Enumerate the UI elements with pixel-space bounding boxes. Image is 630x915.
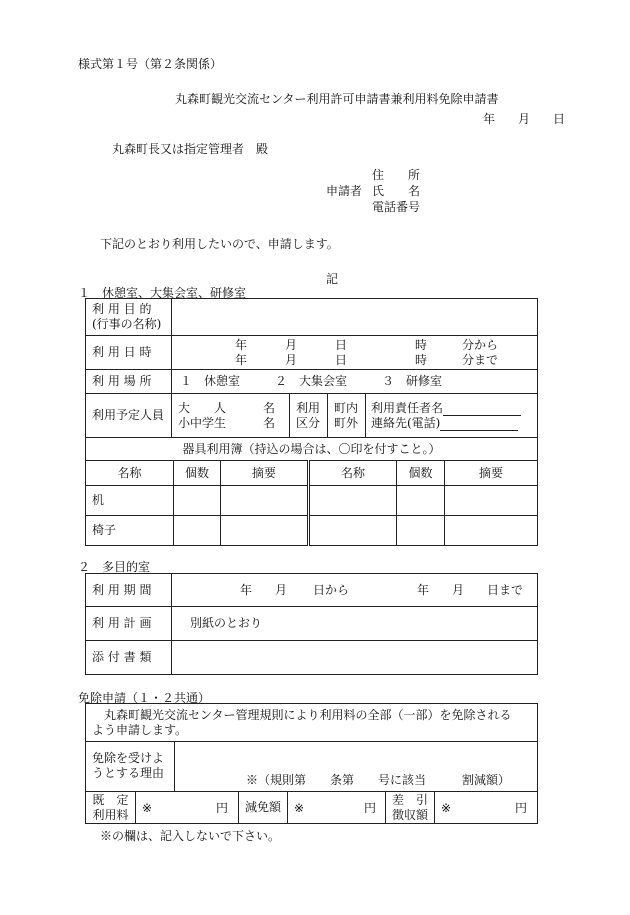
category-label-1: 利用: [296, 401, 321, 415]
people-adult-unit: 名: [263, 401, 276, 415]
section2-heading: ２ 多目的室: [78, 560, 151, 574]
place-label: 利 用 場 所: [86, 370, 172, 394]
fee-yen: 円: [216, 801, 229, 815]
intro-text: 下記のとおり利用したいので、申請します。: [100, 237, 339, 251]
footnote: ※の欄は、記入しないで下さい。: [100, 829, 281, 843]
exemption-heading: 免除申請（１・２共通）: [78, 691, 211, 705]
attach-input[interactable]: [172, 641, 538, 675]
period-to-year: 年: [417, 583, 430, 597]
period-label: 利 用 期 間: [86, 574, 172, 607]
section1-table: [85, 298, 538, 438]
reason-input[interactable]: [175, 742, 537, 772]
people-child-unit: 名: [263, 416, 276, 430]
exemption-table: [85, 703, 538, 824]
dt2-hour: 時: [415, 353, 428, 367]
date-month: 月: [518, 112, 531, 126]
people-adult-label: 大 人: [178, 401, 227, 415]
collect-label: 差 引 徴収額: [386, 792, 435, 824]
equipment-table: [85, 437, 538, 546]
equip-item-chair: 椅子: [86, 516, 174, 546]
rule-note: ※（規則第 条第 号に該当 割減額）: [246, 773, 511, 787]
equip-header-note-2: 摘要: [445, 461, 538, 486]
exemption-text: 丸森町観光交流センター管理規則により利用料の全部（一部）を免除される よう申請します。: [86, 704, 538, 742]
applicant-phone-label: 電話番号: [372, 200, 421, 214]
category-in[interactable]: 町内: [334, 401, 359, 415]
collect-mark: ※: [441, 801, 452, 815]
section1-heading: １ 休憩室、大集会室、研修室: [78, 286, 247, 300]
equip-item-desk: 机: [86, 486, 174, 516]
responsible-name[interactable]: 利用責任者名: [371, 401, 521, 416]
period-from-month: 月: [275, 583, 288, 597]
dt2-min: 分まで: [462, 353, 499, 367]
ki-mark: 記: [326, 272, 339, 286]
category-out[interactable]: 町外: [334, 416, 359, 430]
period-to-month: 月: [452, 583, 465, 597]
exemption-reason-row: [86, 742, 538, 792]
table-row: [86, 516, 538, 546]
reason-label-2: うとする理由: [92, 766, 165, 780]
purpose-label: 利 用 目 的 (行事の名称): [86, 299, 172, 336]
dt2-year: 年: [235, 353, 248, 367]
equip-note-input[interactable]: [445, 516, 538, 546]
place-options[interactable]: [172, 370, 538, 394]
addressee: 丸森町長又は指定管理者 殿: [112, 142, 269, 156]
dt1-year: 年: [235, 338, 248, 352]
equip-count-input[interactable]: [397, 516, 445, 546]
equip-count-input[interactable]: [174, 516, 221, 546]
date-year: 年: [483, 112, 496, 126]
plan-value[interactable]: 別紙のとおり: [172, 607, 538, 641]
period-from-year: 年: [240, 583, 253, 597]
place-option-2[interactable]: ２ 大集会室: [275, 374, 348, 388]
collect-value[interactable]: [435, 792, 538, 824]
people-child-label: 小中学生: [178, 416, 227, 430]
dt1-month: 月: [285, 338, 298, 352]
equip-count-input[interactable]: [174, 486, 221, 516]
people-label: 利用予定人員: [86, 394, 172, 438]
dt1-min: 分から: [462, 338, 499, 352]
equip-header-name-2: 名称: [309, 461, 397, 486]
attach-label: 添 付 書 類: [86, 641, 172, 675]
period-input[interactable]: [172, 574, 538, 607]
datetime-input[interactable]: [172, 336, 538, 370]
fee-label: 既 定 利用料: [86, 792, 136, 824]
people-detail[interactable]: [172, 394, 538, 438]
purpose-input[interactable]: [172, 299, 538, 336]
reduction-label: 減免額: [239, 792, 288, 824]
dt1-day: 日: [335, 338, 348, 352]
reason-label-1: 免除を受けよ: [92, 751, 165, 765]
dt2-day: 日: [335, 353, 348, 367]
fee-value[interactable]: [136, 792, 239, 824]
fee-mark: ※: [142, 801, 153, 815]
equip-name-input[interactable]: [309, 516, 397, 546]
collect-yen: 円: [515, 801, 528, 815]
equip-header-count-2: 個数: [397, 461, 445, 486]
equip-note-input[interactable]: [221, 516, 309, 546]
reduction-mark: ※: [294, 801, 305, 815]
dt1-hour: 時: [415, 338, 428, 352]
equipment-title: 器具利用簿（持込の場合は、〇印を付すこと。）: [86, 438, 538, 461]
equip-note-input[interactable]: [221, 486, 309, 516]
section2-table: [85, 573, 538, 675]
applicant-label: 申請者: [326, 184, 363, 198]
equip-name-input[interactable]: [309, 486, 397, 516]
applicant-name-label: 氏 名: [372, 184, 421, 198]
date-day: 日: [553, 112, 566, 126]
period-from-day: 日から: [313, 583, 350, 597]
period-to-day: 日まで: [487, 583, 524, 597]
equip-header-name-1: 名称: [86, 461, 174, 486]
table-row: [86, 486, 538, 516]
dt2-month: 月: [285, 353, 298, 367]
equip-header-note-1: 摘要: [221, 461, 309, 486]
equip-note-input[interactable]: [445, 486, 538, 516]
contact-phone[interactable]: 連絡先(電話): [371, 416, 518, 431]
equip-count-input[interactable]: [397, 486, 445, 516]
category-label-2: 区分: [296, 416, 321, 430]
form-number: 様式第１号（第２条関係）: [78, 57, 223, 71]
reduction-value[interactable]: [288, 792, 386, 824]
datetime-label: 利 用 日 時: [86, 336, 172, 370]
reduction-yen: 円: [364, 801, 377, 815]
equip-header-count-1: 個数: [174, 461, 221, 486]
document-title: 丸森町観光交流センター利用許可申請書兼利用料免除申請書: [175, 92, 499, 106]
plan-label: 利 用 計 画: [86, 607, 172, 641]
place-option-3[interactable]: ３ 研修室: [382, 374, 443, 388]
applicant-address-label: 住 所: [372, 168, 421, 182]
place-option-1[interactable]: １ 休憩室: [180, 374, 241, 388]
